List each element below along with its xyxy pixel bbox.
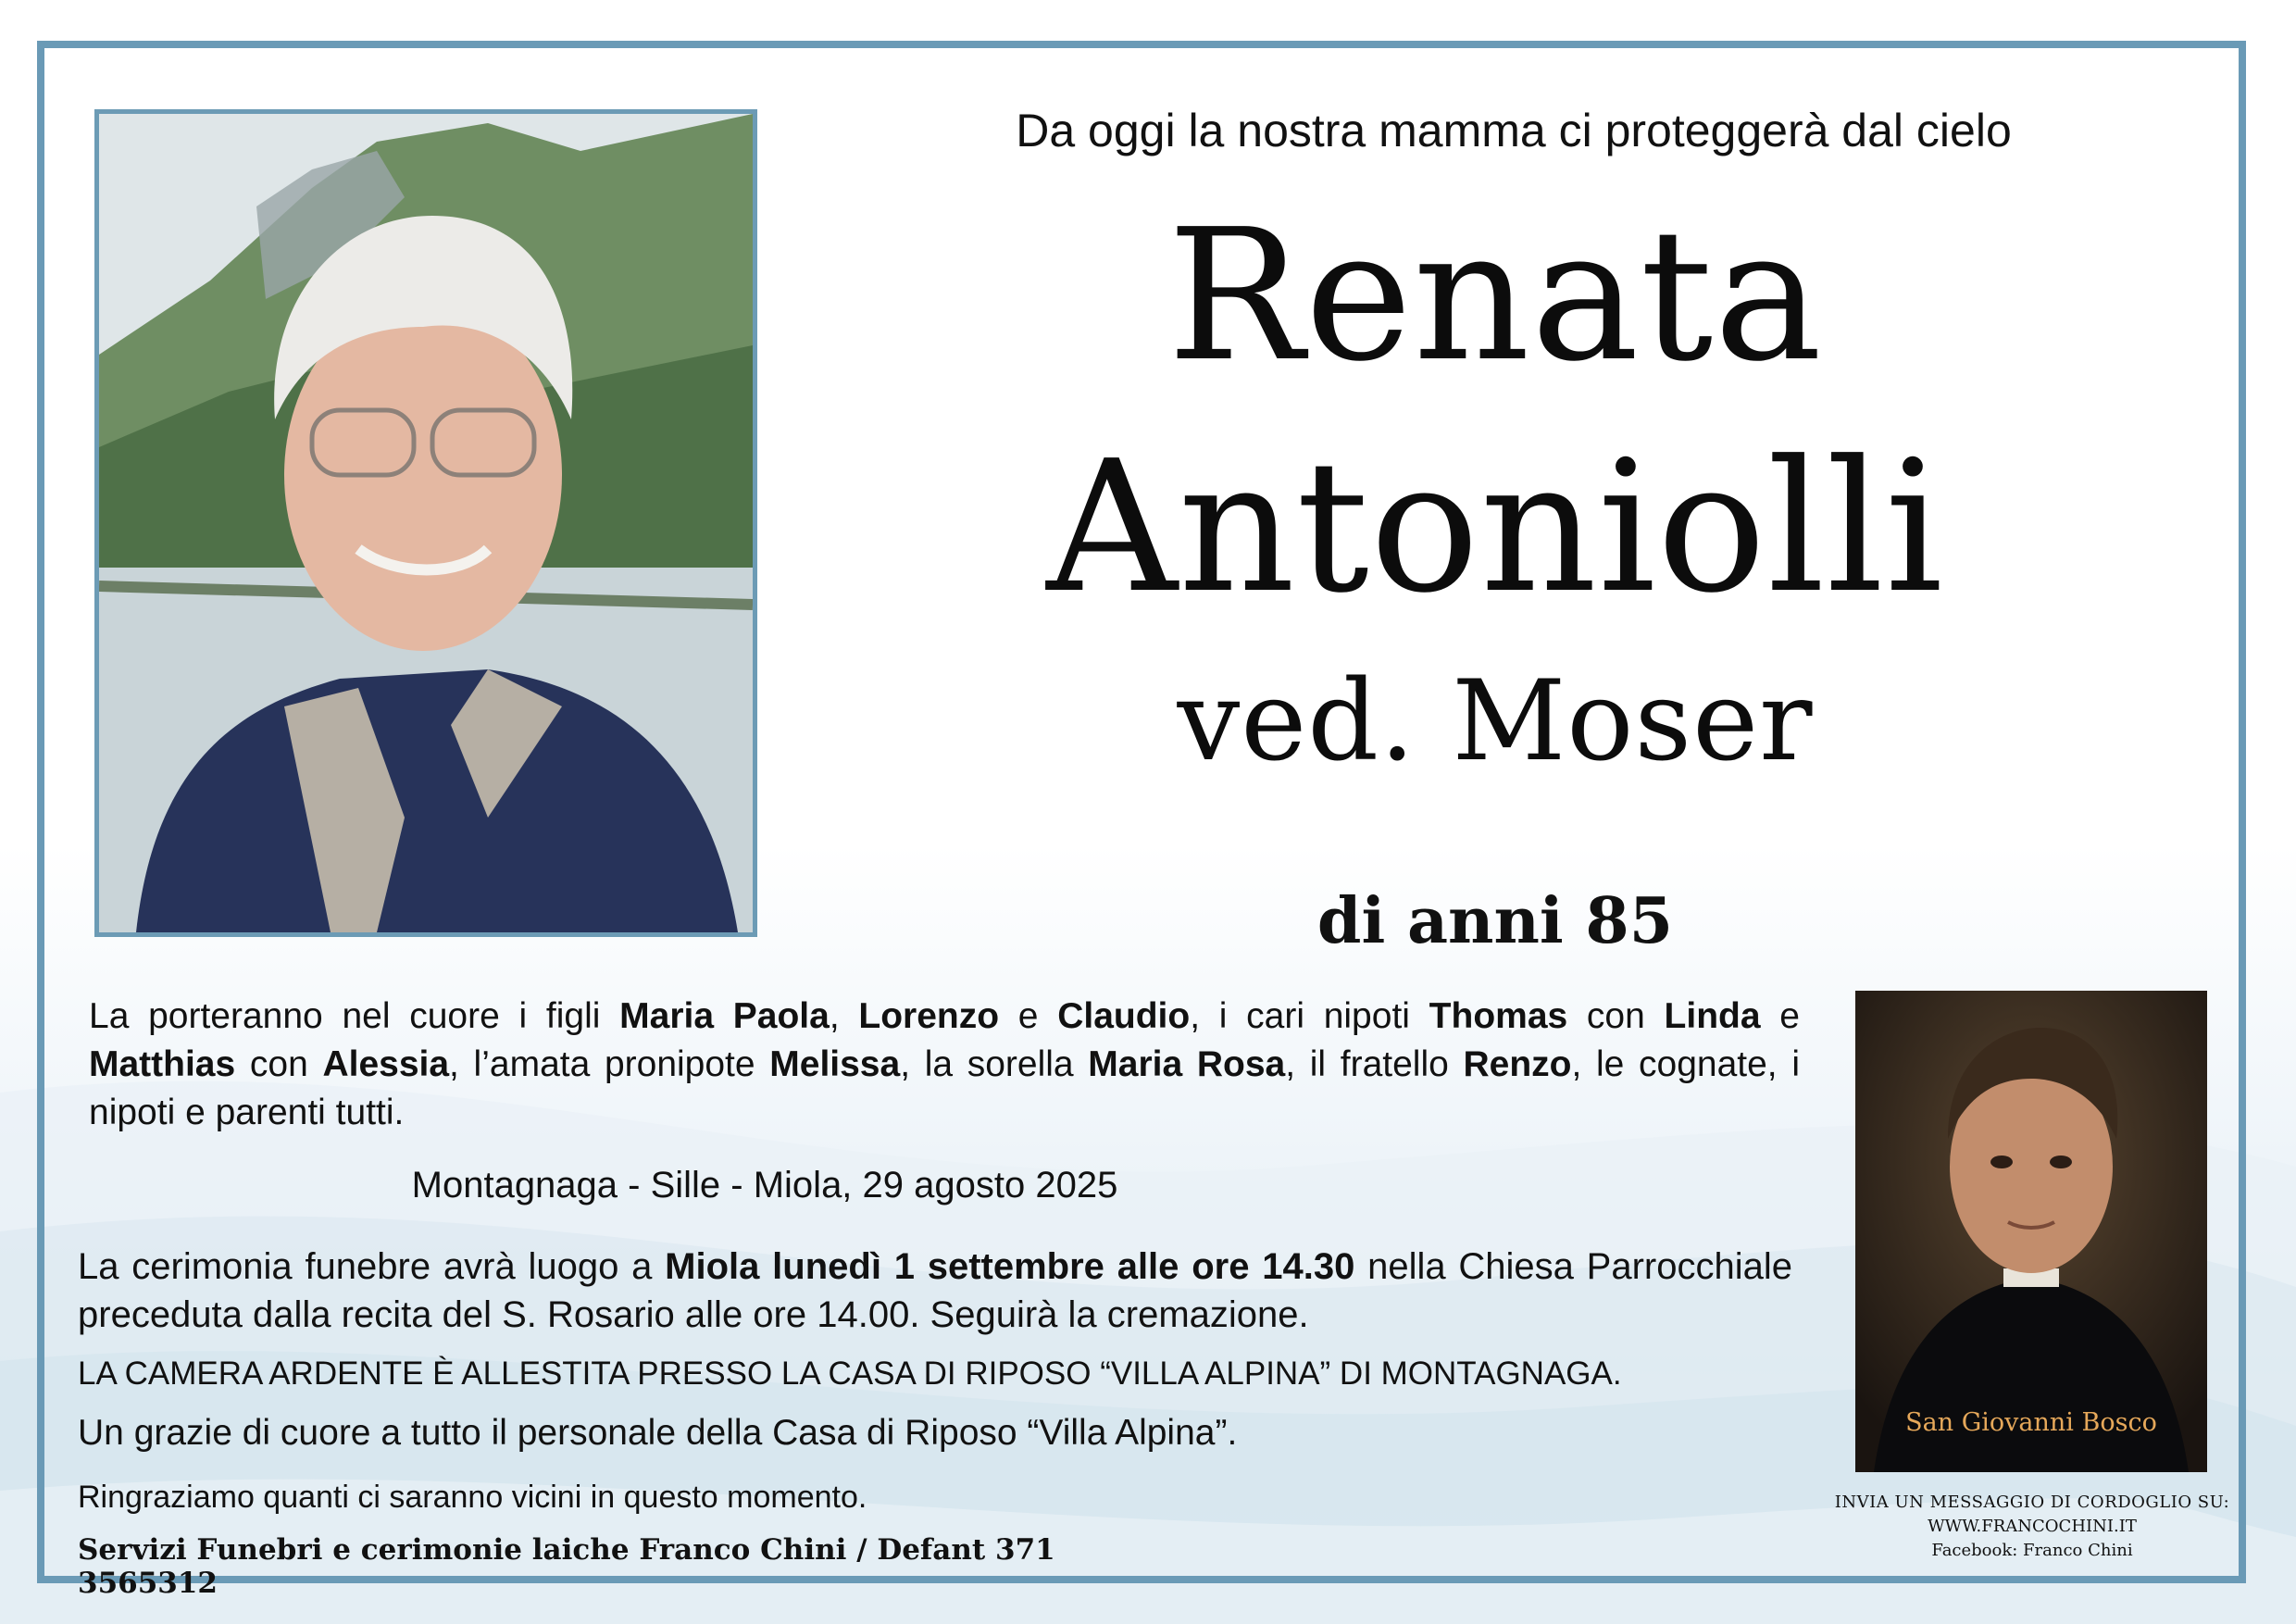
chapel-notice: LA CAMERA ARDENTE È ALLESTITA PRESSO LA CASA DI RIPOSO “VILLA ALPINA” DI MONTAGNAGA. — [78, 1355, 1622, 1392]
survivors-text: , l’amata pronipote — [449, 1044, 770, 1084]
motto-line: Da oggi la nostra mamma ci proteggerà dal cielo — [1016, 105, 2012, 156]
survivors-text: , i cari nipoti — [1190, 996, 1429, 1036]
survivors-text: e — [1760, 996, 1800, 1036]
funeral-home: Servizi Funebri e cerimonie laiche Franco Chini / Defant 371 3565312 — [78, 1533, 1055, 1600]
ceremony-rest: nella Chiesa Parrocchiale preceduta dalla recita del S. Rosario alle ore 14.00. Seguirà la cremazione. — [78, 1246, 1793, 1335]
survivor-name: Thomas — [1429, 996, 1568, 1036]
survivor-name: Linda — [1664, 996, 1761, 1036]
place-date: Montagnaga - Sille - Miola, 29 agosto 2025 — [411, 1165, 1118, 1206]
survivor-name: Lorenzo — [858, 996, 1000, 1036]
portrait-photo — [94, 109, 757, 937]
saint-caption: San Giovanni Bosco — [1905, 1408, 2157, 1437]
age-line: di anni 85 — [1316, 884, 1674, 958]
survivors-text: con — [235, 1044, 323, 1084]
survivor-name: Renzo — [1463, 1044, 1572, 1084]
survivors-paragraph — [89, 993, 1800, 1137]
ceremony-datetime: Miola lunedì 1 settembre alle ore 14.30 — [665, 1246, 1355, 1287]
survivor-name: Alessia — [322, 1044, 450, 1084]
survivor-name: Claudio — [1057, 996, 1191, 1036]
condolence-contact — [1824, 1491, 2240, 1563]
survivor-name: Matthias — [89, 1044, 236, 1084]
survivors-text: La porteranno nel cuore i figli — [89, 996, 620, 1036]
thanks-staff: Un grazie di cuore a tutto il personale della Casa di Riposo “Villa Alpina”. — [78, 1413, 1238, 1453]
saint-image — [1855, 991, 2207, 1472]
saint-portrait — [1855, 991, 2207, 1472]
ceremony-intro: La cerimonia funebre avrà luogo a — [78, 1246, 666, 1287]
survivor-name: Maria Rosa — [1088, 1044, 1286, 1084]
ceremony-paragraph — [78, 1243, 1792, 1339]
survivors-text: e — [999, 996, 1058, 1036]
first-name: Renata — [1167, 191, 1824, 402]
last-name: Antoniolli — [1046, 422, 1944, 633]
survivor-name: Maria Paola — [619, 996, 830, 1036]
contact-facebook: Facebook: Franco Chini — [1931, 1541, 2133, 1560]
survivors-text: , le cognate, i nipoti e parenti tutti. — [89, 1044, 1800, 1132]
married-name: ved. Moser — [1177, 657, 1814, 786]
contact-heading: INVIA UN MESSAGGIO DI CORDOGLIO SU: — [1834, 1493, 2230, 1512]
survivors-text: , — [829, 996, 859, 1036]
contact-website[interactable]: WWW.FRANCOCHINI.IT — [1928, 1517, 2137, 1536]
thanks-all: Ringraziamo quanti ci saranno vicini in questo momento. — [78, 1480, 867, 1515]
survivors-text: , il fratello — [1285, 1044, 1464, 1084]
survivors-text: con — [1567, 996, 1665, 1036]
survivor-name: Melissa — [769, 1044, 901, 1084]
survivors-text: , la sorella — [900, 1044, 1089, 1084]
